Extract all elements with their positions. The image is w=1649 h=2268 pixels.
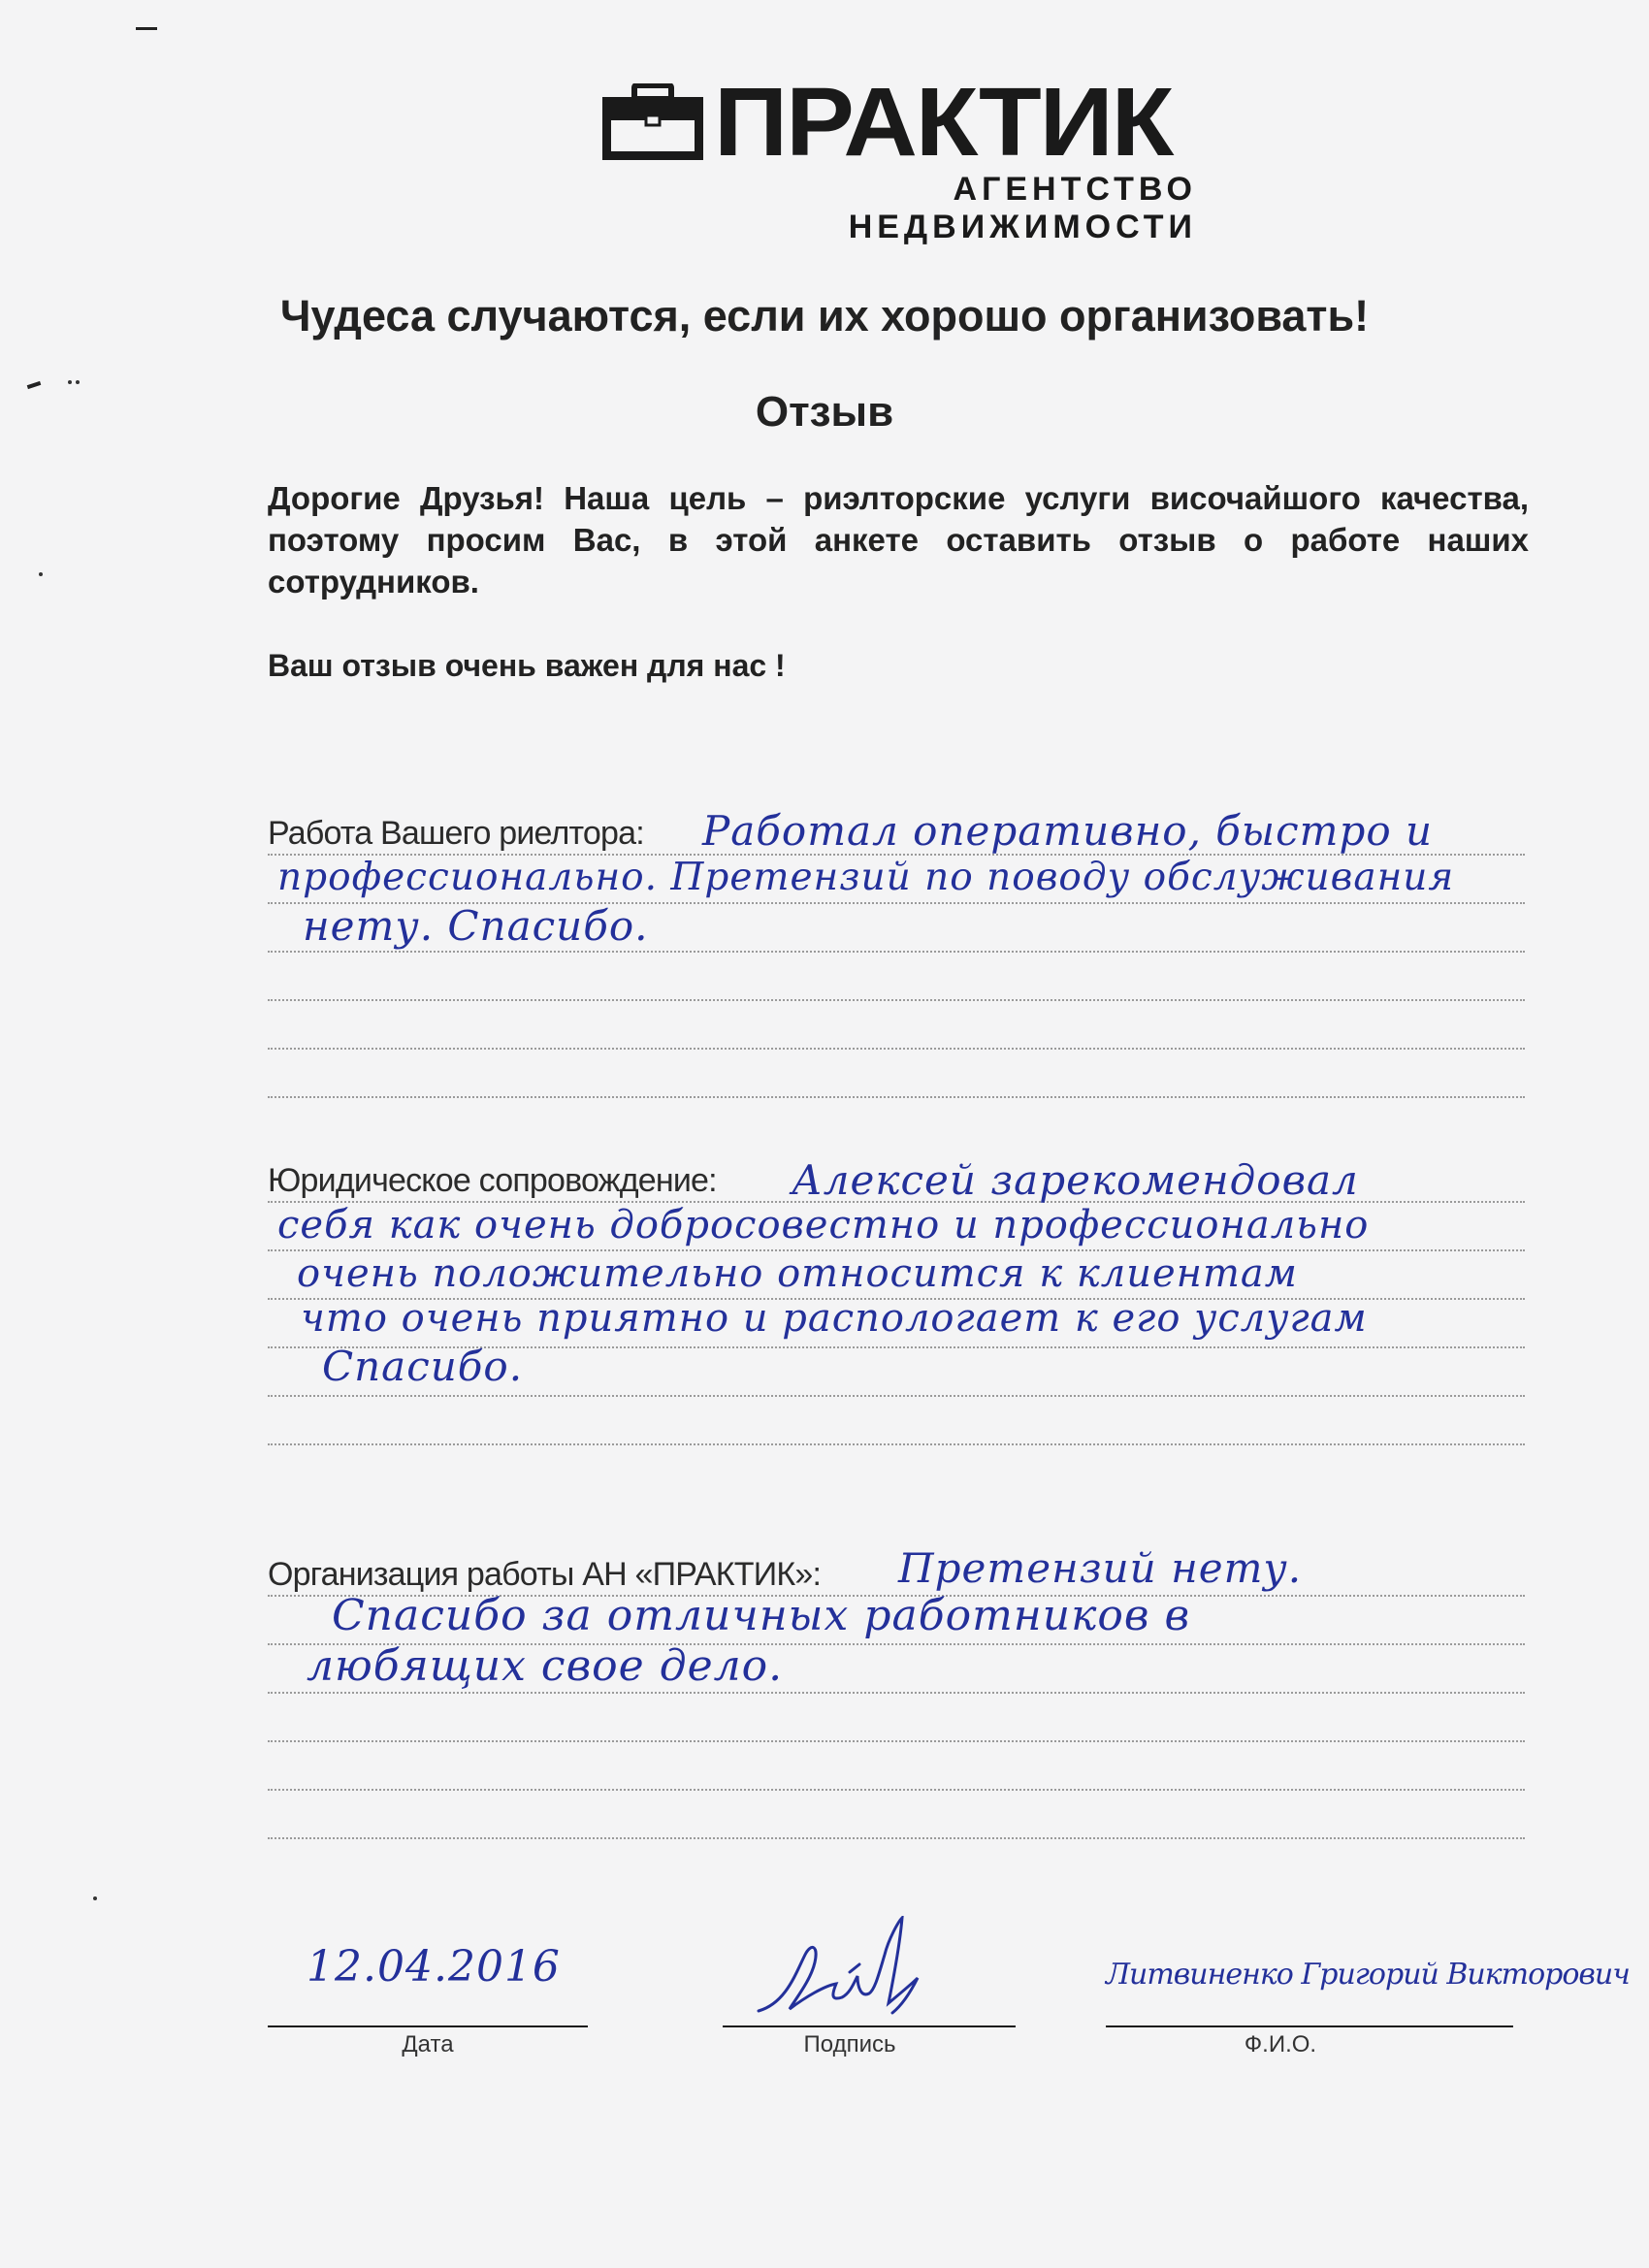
signature-line [268, 2025, 588, 2027]
section-legal-support [268, 1154, 1525, 1465]
answer-line [268, 1048, 1525, 1050]
answer-line [268, 999, 1525, 1001]
handwritten-answer: Алексей зарекомендовал [792, 1156, 1359, 1204]
briefcase-icon [599, 83, 706, 163]
logo-wordmark: ПРАКТИК [714, 68, 1173, 177]
handwritten-answer: Спасибо. [322, 1343, 524, 1390]
fio-value: Литвиненко Григорий Викторович [1106, 1958, 1630, 1992]
notice-text: Ваш отзыв очень важен для нас ! [268, 648, 786, 683]
handwritten-signature [757, 1916, 931, 2032]
answer-line [268, 1443, 1525, 1445]
handwritten-answer: себя как очень добросовестно и профессионально [277, 1203, 1370, 1247]
section-realtor-work [268, 807, 1525, 1098]
page-title: Отзыв [755, 388, 894, 436]
scan-speck [39, 572, 43, 576]
handwritten-answer: Претензий нету. [898, 1544, 1303, 1592]
scan-speck [68, 380, 72, 384]
answer-line [268, 1692, 1525, 1694]
section-label: Работа Вашего риелтора: [268, 815, 658, 853]
logo-subtitle: АГЕНТСТВО НЕДВИЖИМОСТИ [848, 171, 1197, 245]
answer-line [268, 1789, 1525, 1791]
handwritten-answer: любящих свое дело. [307, 1641, 784, 1691]
company-logo [599, 68, 1197, 245]
scan-mark [136, 27, 157, 30]
handwritten-answer: профессионально. Претензий по поводу обслуживания [277, 856, 1455, 899]
answer-line [268, 1740, 1525, 1742]
section-label: Организация работы АН «ПРАКТИК»: [268, 1556, 834, 1594]
answer-line [268, 951, 1525, 953]
signature-line [1106, 2025, 1513, 2027]
date-value: 12.04.2016 [307, 1942, 561, 1992]
answer-line [268, 1395, 1525, 1397]
intro-paragraph: Дорогие Друзья! Наша цель – риэлторские услуги височайшого качества, поэтому просим Вас, в этой анкете оставить отзыв о работе наших сотрудников. [268, 480, 1529, 599]
scan-speck [76, 380, 80, 384]
handwritten-answer: Работал оперативно, быстро и [702, 807, 1434, 855]
handwritten-answer: очень положительно относится к клиентам [297, 1251, 1298, 1296]
fio-label: Ф.И.О. [1244, 2031, 1317, 2057]
section-label: Юридическое сопровождение: [268, 1162, 730, 1200]
answer-line [268, 1837, 1525, 1839]
signature-label: Подпись [803, 2031, 896, 2057]
handwritten-answer: Спасибо за отличных работников в [332, 1591, 1191, 1640]
scan-speck [93, 1896, 97, 1900]
signature-line [723, 2025, 1016, 2027]
slogan: Чудеса случаются, если их хорошо организовать! [279, 291, 1370, 340]
handwritten-answer: что очень приятно и распологает к его услугам [301, 1296, 1368, 1341]
section-agency-organization [268, 1544, 1525, 1868]
handwritten-answer: нету. Спасибо. [303, 902, 649, 950]
date-label: Дата [402, 2031, 454, 2057]
answer-line [268, 1096, 1525, 1098]
